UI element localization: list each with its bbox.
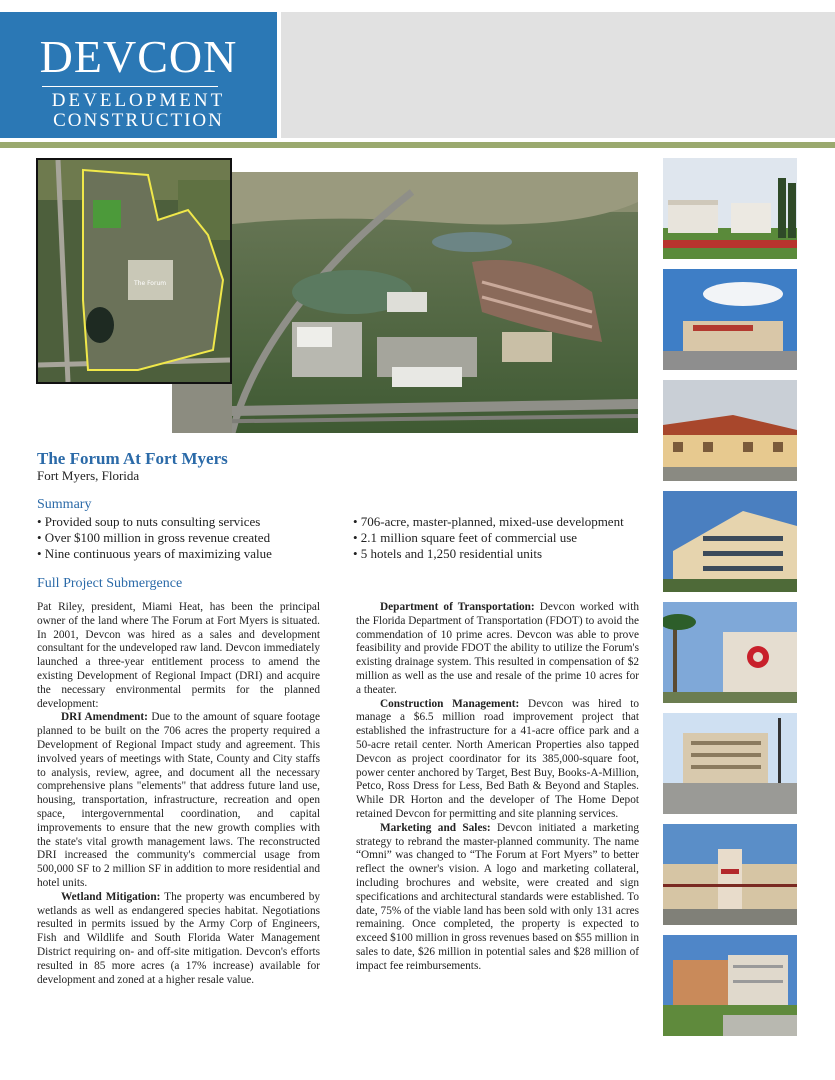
- photo-forum-sign: [663, 158, 797, 259]
- photo-target-store: [663, 602, 797, 703]
- photo-retail-center: [663, 269, 797, 370]
- marketing-text: Devcon initiated a marketing strategy to rebrand the master-planned community. The name “Omni” was changed to “The Forum at Fort Myers” to better reflect the owner's vision. A logo and marketing collateral, including brochures and website, were created and sign specifications and architectural standards were established. To date, 75% of the viable land has been sold with only 131 acres remaining. Once completed, the property is expected to exceed $100 million in gross revenues based on $55 million in sales to date, $26 million in potential sales and $28 million of impact fee reimbursements.: [356, 821, 640, 972]
- body-column-right: [356, 601, 639, 974]
- summary-item: • Over $100 million in gross revenue created: [37, 530, 271, 545]
- dri-label: DRI Amendment:: [61, 711, 148, 724]
- header-panel: [281, 12, 835, 138]
- photo-hotel: [663, 713, 797, 814]
- map-label: The Forum: [134, 280, 167, 287]
- logo-line-construction: CONSTRUCTION: [53, 110, 224, 131]
- wetland-text: The property was encumbered by wetlands as well as endangered species habitat. Negotiations resulted in permits issued by the Army Corp of Engineers, Fish and Wildlife and South Florida Water Management District requiring on- and off-site mitigation. Devcon's efforts resulted in 85 more acres (a 17% increase) available for development and zoned at a higher resale value.: [37, 890, 321, 986]
- summary-heading: Summary: [37, 497, 92, 512]
- summary-item: • 706-acre, master-planned, mixed-use development: [353, 514, 624, 529]
- summary-list-right: [353, 514, 624, 562]
- project-title: The Forum At Fort Myers: [37, 449, 228, 468]
- dri-paragraph: [37, 711, 320, 890]
- site-map-inset: [36, 158, 232, 384]
- header-accent-bar: [0, 142, 835, 148]
- summary-list-left: [37, 514, 272, 562]
- dot-label: Department of Transportation:: [380, 601, 535, 613]
- body-column-left: [37, 601, 320, 987]
- aerial-photo: [172, 172, 638, 433]
- full-project-heading: Full Project Submergence: [37, 576, 183, 591]
- summary-item: • 5 hotels and 1,250 residential units: [353, 546, 543, 561]
- marketing-label: Marketing and Sales:: [380, 821, 491, 834]
- wetland-paragraph: [37, 891, 320, 988]
- dot-paragraph: [356, 601, 639, 698]
- summary-item: • 2.1 million square feet of commercial use: [353, 530, 578, 545]
- wetland-label: Wetland Mitigation:: [61, 890, 161, 903]
- dri-text: Due to the amount of square footage planned to be built on the 706 acres the property required a Development of Regional Impact study and agreement. This involved years of meetings with State, County and City staffs to analysis, review, agree, and document all the necessary comprehensive plans "elements" that address future land use, housing, transportation, infrastructure, recreation and open space, intergovernmental coordination, and capital improvements to ensure that the new growth complies with the state's vital growth management laws. The reconstructed DRI increased the community's commercial usage from 500,000 SF to 2 million SF in addition to more residential and hotel units.: [37, 711, 320, 889]
- construction-label: Construction Management:: [380, 697, 520, 710]
- logo-name: DEVCON: [39, 31, 238, 82]
- construction-text: Devcon was hired to manage a $6.5 million road improvement project that established the infrastructure for a 41-acre office park and a 50-acre retail center. North American Properties also tapped Devcon as project coordinator for its 385,000-square foot, power center anchored by Target, Best Buy, Books-A-Million, Petco, Ross Dress for Less, Bed Bath & Beyond and Staples. While DR Horton and the developer of The Home Depot retained Devcon for permitting and site planning services.: [356, 697, 639, 820]
- intro-paragraph: Pat Riley, president, Miami Heat, has been the principal owner of the land where The Forum at Fort Myers is situated. In 2001, Devcon was hired as a sales and development consultant for the undeveloped raw land. Devcon immediately launched a three-year entitlement process to amend the existing Development of Regional Impact (DRI) and acquire the necessary environmental permits for the planned development:: [37, 601, 320, 710]
- summary-item: • Provided soup to nuts consulting services: [37, 514, 261, 529]
- construction-paragraph: [356, 698, 639, 822]
- project-location: Fort Myers, Florida: [37, 468, 140, 483]
- marketing-paragraph: [356, 822, 639, 974]
- logo-block: [0, 12, 277, 138]
- photo-hotel-2: [663, 935, 797, 1036]
- dot-text: Devcon worked with the Florida Department of Transportation (FDOT) to avoid the commendation of 10 prime acres. Devcon was able to prove feasibility and provide FDOT the ability to utilize the Forum's existing drainage system. This resulted in compensation of $2 million as well as the use and resale of the prime 10 acres for a theater.: [356, 601, 639, 696]
- photo-office-building: [663, 491, 797, 592]
- photo-residential: [663, 380, 797, 481]
- logo-divider: [42, 86, 218, 87]
- photo-shopping-strip: [663, 824, 797, 925]
- logo-line-development: DEVELOPMENT: [51, 90, 226, 111]
- summary-item: • Nine continuous years of maximizing value: [37, 546, 272, 561]
